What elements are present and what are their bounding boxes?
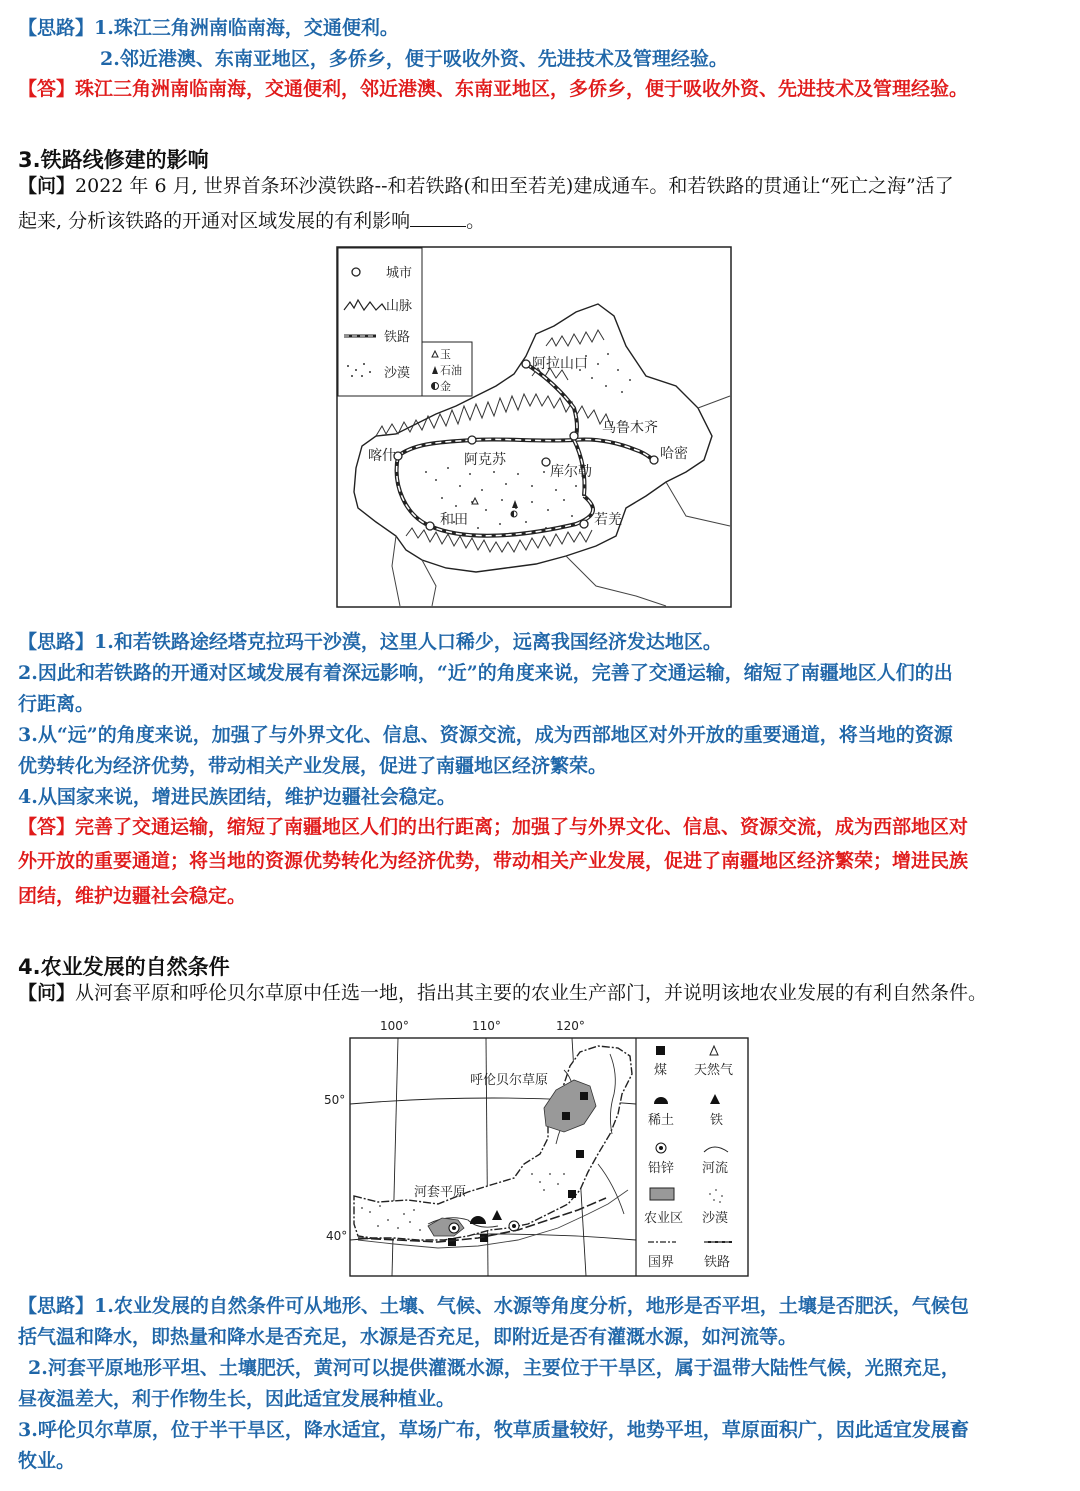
- sec4-think-3b: 牧业。: [18, 1450, 76, 1472]
- think-text: 1.农业发展的自然条件可从地形、土壤、气候、水源等角度分析，地形是否平坦，土壤是否肥沃，气候包: [94, 1295, 969, 1317]
- city-label-aksu: 阿克苏: [464, 452, 506, 468]
- think-tag: 【思路】: [18, 17, 95, 39]
- lat-40: 40°: [326, 1229, 348, 1243]
- sec3-question-2: [18, 208, 485, 233]
- legend-desert: 沙漠: [384, 366, 411, 381]
- sec4-think-2b: 昼夜温差大，利于作物生长，因此适宜发展种植业。: [18, 1388, 456, 1410]
- question-end: 。: [466, 210, 486, 232]
- lon-120: 120°: [556, 1019, 585, 1033]
- city-label-korla: 库尔勒: [550, 464, 592, 480]
- hulunbuir-label: 呼伦贝尔草原: [470, 1073, 549, 1088]
- city-label-kashgar: 喀什: [368, 448, 396, 464]
- legend-rail: 铁路: [384, 330, 411, 345]
- answer-tag: 【答】: [18, 816, 76, 838]
- think-tag: 【思路】: [18, 631, 95, 653]
- sec4-think-1a: [18, 1294, 969, 1318]
- inner-mongolia-map: [318, 1014, 752, 1280]
- legend-gold: 金: [440, 380, 451, 393]
- legend-river: 河流: [702, 1161, 729, 1176]
- question-tag: 【问】: [18, 175, 76, 197]
- sec2-answer: [18, 77, 968, 101]
- sec3-think-1: [18, 630, 722, 654]
- sec4-think-2a: 2.河套平原地形平坦、土壤肥沃，黄河可以提供灌溉水源，主要位于干旱区，属于温带大陆性气候，光照充足，: [28, 1357, 960, 1379]
- legend-iron: 铁: [710, 1113, 724, 1128]
- sec4-think-1b: 括气温和降水，即热量和降水是否充足，水源是否充足，即附近是否有灌溉水源，如河流等。: [18, 1326, 798, 1348]
- sec3-answer-1: [18, 815, 968, 839]
- xinjiang-railway-map: [336, 246, 732, 608]
- sec2-think-1: [18, 16, 399, 40]
- lon-100: 100°: [380, 1019, 409, 1033]
- sec4-think-3a: 3.呼伦贝尔草原，位于半干旱区，降水适宜，草场广布，牧草质量较好，地势平坦，草原面积广，因此适宜发展畜: [18, 1419, 969, 1441]
- think-text: 1.珠江三角洲南临南海，交通便利。: [94, 17, 399, 39]
- question-tag: 【问】: [18, 982, 76, 1004]
- city-label-hami: 哈密: [660, 446, 688, 462]
- hetao-label: 河套平原: [414, 1185, 467, 1200]
- legend-rare: 稀土: [648, 1113, 675, 1128]
- sec3-think-3a: 3.从“远”的角度来说，加强了与外界文化、信息、资源交流，成为西部地区对外开放的重要通道，将当地的资源: [18, 724, 953, 746]
- sec3-think-2a: 2.因此和若铁路的开通对区域发展有着深远影响，“近”的角度来说，完善了交通运输，缩短了南疆地区人们的出: [18, 662, 953, 684]
- sec2-think-2: 2.邻近港澳、东南亚地区，多侨乡，便于吸收外资、先进技术及管理经验。: [100, 48, 728, 70]
- legend-oil: 石油: [440, 364, 462, 377]
- sec3-answer-3: 团结，维护边疆社会稳定。: [18, 885, 247, 907]
- legend-coal-icon: [656, 1046, 665, 1055]
- legend-jade: 玉: [440, 348, 451, 361]
- sec3-think-3b: 优势转化为经济优势，带动相关产业发展，促进了南疆地区经济繁荣。: [18, 755, 608, 777]
- sec3-question-1: [18, 174, 954, 198]
- legend-mountain: 山脉: [386, 299, 413, 314]
- legend-border: 国界: [648, 1255, 675, 1270]
- city-label-ruoqiang: 若羌: [594, 512, 622, 528]
- sec3-think-4: 4.从国家来说，增进民族团结，维护边疆社会稳定。: [18, 786, 456, 808]
- legend-pbzn: 铅锌: [648, 1161, 675, 1176]
- think-tag: 【思路】: [18, 1295, 95, 1317]
- answer-tag: 【答】: [18, 78, 76, 100]
- legend-agri-icon: [650, 1188, 674, 1200]
- city-label-altai: 阿拉山口: [532, 356, 588, 372]
- legend-gas: 天然气: [694, 1063, 734, 1078]
- answer-text: 珠江三角洲南临南海，交通便利，邻近港澳、东南亚地区，多侨乡，便于吸收外资、先进技术及管理经验。: [75, 78, 969, 100]
- sec4-heading: 4.农业发展的自然条件: [18, 955, 230, 979]
- legend-rail: 铁路: [704, 1255, 731, 1270]
- answer-blank[interactable]: [410, 208, 466, 227]
- question-text: 从河套平原和呼伦贝尔草原中任选一地，指出其主要的农业生产部门，并说明该地农业发展的有利自然条件。: [75, 982, 988, 1004]
- legend-agri: 农业区: [644, 1211, 684, 1226]
- think-text: 1.和若铁路途经塔克拉玛干沙漠，这里人口稀少，远离我国经济发达地区。: [94, 631, 722, 653]
- lon-110: 110°: [472, 1019, 501, 1033]
- sec3-think-2b: 行距离。: [18, 693, 95, 715]
- city-label-hotan: 和田: [440, 512, 468, 528]
- sec4-question: [18, 981, 987, 1005]
- question-text: 起来, 分析该铁路的开通对区域发展的有利影响: [18, 210, 411, 232]
- sec3-heading: 3.铁路线修建的影响: [18, 148, 209, 172]
- city-label-urumqi: 乌鲁木齐: [602, 420, 658, 436]
- legend-coal: 煤: [654, 1063, 668, 1078]
- lat-50: 50°: [324, 1093, 346, 1107]
- legend-city: 城市: [386, 266, 413, 281]
- answer-text: 完善了交通运输，缩短了南疆地区人们的出行距离；加强了与外界文化、信息、资源交流，成为西部地区对: [75, 816, 969, 838]
- legend-pbzn-icon: [656, 1143, 666, 1153]
- legend-desert: 沙漠: [702, 1211, 729, 1226]
- sec3-answer-2: 外开放的重要通道；将当地的资源优势转化为经济优势，带动相关产业发展，促进了南疆地区经济繁荣；增进民族: [18, 850, 969, 872]
- question-text: 2022 年 6 月, 世界首条环沙漠铁路--和若铁路(和田至若羌)建成通车。和若铁路的贯通让“死亡之海”活了: [75, 175, 954, 197]
